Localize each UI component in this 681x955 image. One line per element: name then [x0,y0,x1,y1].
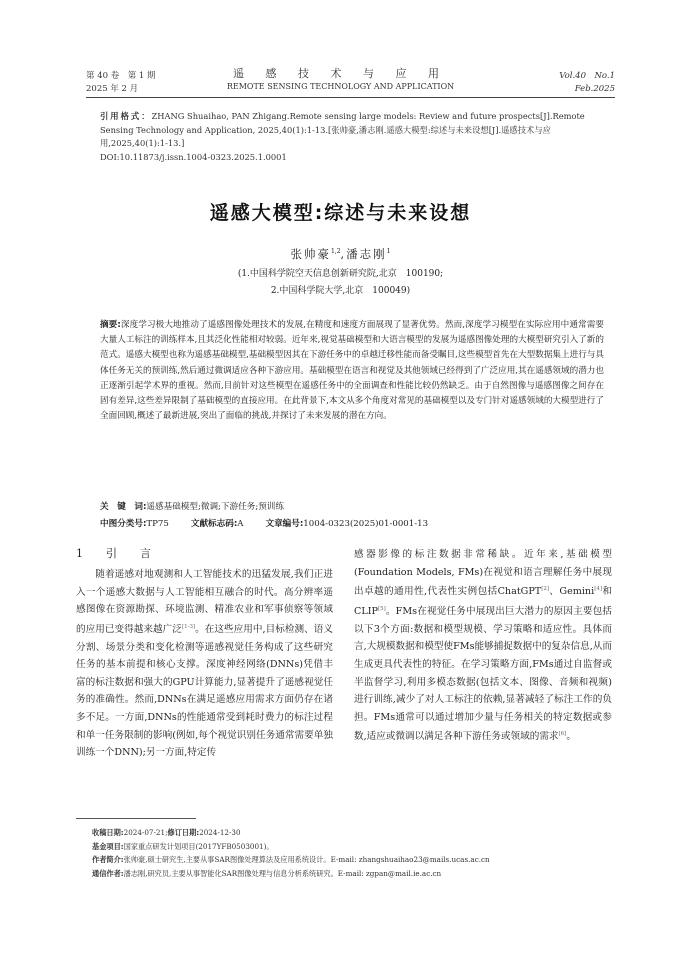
classification-line [100,517,604,529]
received-label: 收稿日期: [92,828,124,837]
affiliations [0,266,681,300]
body-text: 。 [566,731,576,743]
author-bio-label: 作者简介: [92,855,124,864]
reference-marker: [4] [594,586,602,593]
footnote-fund [92,840,612,854]
header-volume-issue-en: Vol.40 No.1 [559,71,615,81]
body-text: 感器影像的标注数据非常稀缺。近年来,基础模型(Foundation Models, FMs)在视觉和语言理解任务中展现出卓越的通用性,代表性实例包括ChatGPT [354,549,612,598]
fund-label: 基金项目: [92,841,124,851]
affiliation-1: (1.中国科学院空天信息创新研究院,北京 100190; [237,269,444,279]
body-text: 和CLIP [354,586,612,618]
keywords [100,500,604,512]
footnote-rule [76,818,196,819]
header-volume-cn: 第 40 卷 第 1 期 [86,71,156,81]
reference-marker: [2] [541,586,549,593]
body-column-left [76,566,333,762]
author-1-affil: 1,2 [330,248,341,256]
received-date: 2024-07-21; [123,828,168,837]
body-paragraph [354,546,612,746]
body-text: 。在这些应用中,目标检测、语义分割、场景分类和变化检测等遥感视觉任务构成了这些研究任务的基本前提和核心支撑。深度神经网络(DNNs)凭借丰富的标注数据和强大的GPU计算能力,显著提升了遥感视觉任务的准确性。然而,DNNs在满足遥感应用需求方面仍存在诸多不足。一方面,DNNs的性能通常受到耗时费力的标注过程和单一任务限制的影响(例如,每个视觉识别任务通常需要单独训练一个DNN);另一方面,特定传 [76,623,333,759]
author-1: 张帅豪 [290,247,331,261]
body-text: 随着遥感对地观测和人工智能技术的迅猛发展,我们正进入一个遥感大数据与人工智能相互融合的时代。高分辨率遥感图像在资源勘探、环境监测、精准农业和军事侦察等领域的应用已变得越来越广泛 [76,569,333,635]
doi: DOI:10.11873/j.issn.1004-0323.2025.1.0001 [100,151,287,162]
body-paragraph [76,566,333,762]
body-text: 、Gemini [549,586,595,598]
fund-text: 国家重点研发计划项目(2017YFB0503001)。 [123,841,274,851]
footnote-corresponding [92,867,612,881]
header-rule [86,97,615,98]
citation-text: ZHANG Shuaihao, PAN Zhigang.Remote sensing large models: Review and future prospects[J].Remote Sensing Technology and Application, 2025,40(1):1-13.[张帅豪,潘志刚.遥感大模型:综述与未来设想[J].遥感技术与应用,2025,40(1):1-13.] [100,111,585,148]
revised-label: 修订日期: [167,828,200,837]
keywords-label: 关 键 词: [100,502,147,512]
corresponding-text: 潘志刚,研究员,主要从事智能化SAR图像处理与信息分析系统研究。E-mail: zgpan@mail.ie.ac.cn [123,868,442,878]
header-date-en: Feb.2025 [574,84,615,94]
author-separator: , [340,247,347,261]
header-date-cn: 2025 年 2 月 [86,84,139,94]
section-heading: 1 引 言 [76,547,157,560]
abstract-text: 深度学习极大地推动了遥感图像处理技术的发展,在精度和速度方面展现了显著优势。然而,深度学习模型在实际应用中通常需要大量人工标注的训练样本,且其泛化性能相对较弱。近年来,视觉基础模型和大语言模型的发展为遥感图像处理的大模型研究引入了新的范式。遥感大模型也称为遥感基础模型,基础模型因其在下游任务中的卓越迁移性能而备受瞩目,这些模型首先在大型数据集上进行与具体任务无关的预训练,然后通过微调适应各种下游应用。基础模型在语言和视觉及其他领域已经得到了广泛应用,其在遥感领域的潜力也正逐渐引起学术界的重视。然而,目前针对这些模型在遥感任务中的全面调查和性能比较仍然缺乏。由于自然图像与遥感图像之间存在固有差异,这些差异限制了基础模型的直接应用。在此背景下,本文从多个角度对常见的基础模型以及专门针对遥感领域的大模型进行了全面回顾,概述了最新进展,突出了面临的挑战,并探讨了未来发展的潜在方向。 [100,320,605,422]
corresponding-label: 通信作者: [92,868,124,878]
citation-block [100,110,600,164]
header-volume-en [559,70,615,96]
footnotes [92,826,612,880]
header-volume-issue [86,70,156,96]
footnote-dates [92,826,612,840]
author-2-affil: 1 [386,248,391,256]
doc-code-value: A [237,519,244,529]
abstract-label: 摘要: [100,320,121,330]
journal-title-en: REMOTE SENSING TECHNOLOGY AND APPLICATION [226,82,455,91]
clc-label: 中图分类号: [100,519,147,529]
affiliation-2: 2.中国科学院大学,北京 100049) [270,286,411,296]
body-text: 。FMs在视觉任务中展现出巨大潜力的原因主要包括以下3个方面:数据和模型规模、学习策略和适应性。具体而言,大规模数据和模型使FMs能够捕捉数据中的复杂信息,从而生成更具代表性的特征。在学习策略方面,FMs通过自监督或半监督学习,利用多模态数据(包括文本、图像、音频和视频)进行训练,减少了对人工标注的依赖,显著减轻了标注工作的负担。FMs通常可以通过增加少量与任务相关的特定数据或参数,适应或微调以满足各种下游任务或领域的需求 [354,606,612,743]
journal-title-cn: 遥 感 技 术 与 应 用 [233,67,448,80]
citation-label: 引用格式： [100,111,152,121]
reference-marker: [5] [377,605,386,612]
article-id-label: 文章编号: [265,519,304,529]
body-column-right [354,546,612,746]
revised-date: 2024-12-30 [199,828,241,837]
reference-marker: [1-3] [181,623,196,630]
footnote-author [92,853,612,867]
paper-title: 遥感大模型:综述与未来设想 [209,202,472,224]
header-journal [200,66,481,93]
abstract [100,318,604,424]
reference-marker: [6] [558,731,567,738]
author-2: 潘志刚 [346,247,387,261]
author-line [0,246,681,262]
keywords-text: 遥感基础模型;微调;下游任务;预训练 [146,502,284,512]
article-id-value: 1004-0323(2025)01-0001-13 [303,519,429,529]
doc-code-label: 文献标志码: [190,519,238,529]
author-bio-text: 张帅豪,硕士研究生,主要从事SAR图像处理算法及应用系统设计。E-mail: zhangshuaihao23@mails.ucas.ac.cn [123,855,490,864]
clc-value: TP75 [146,519,169,529]
